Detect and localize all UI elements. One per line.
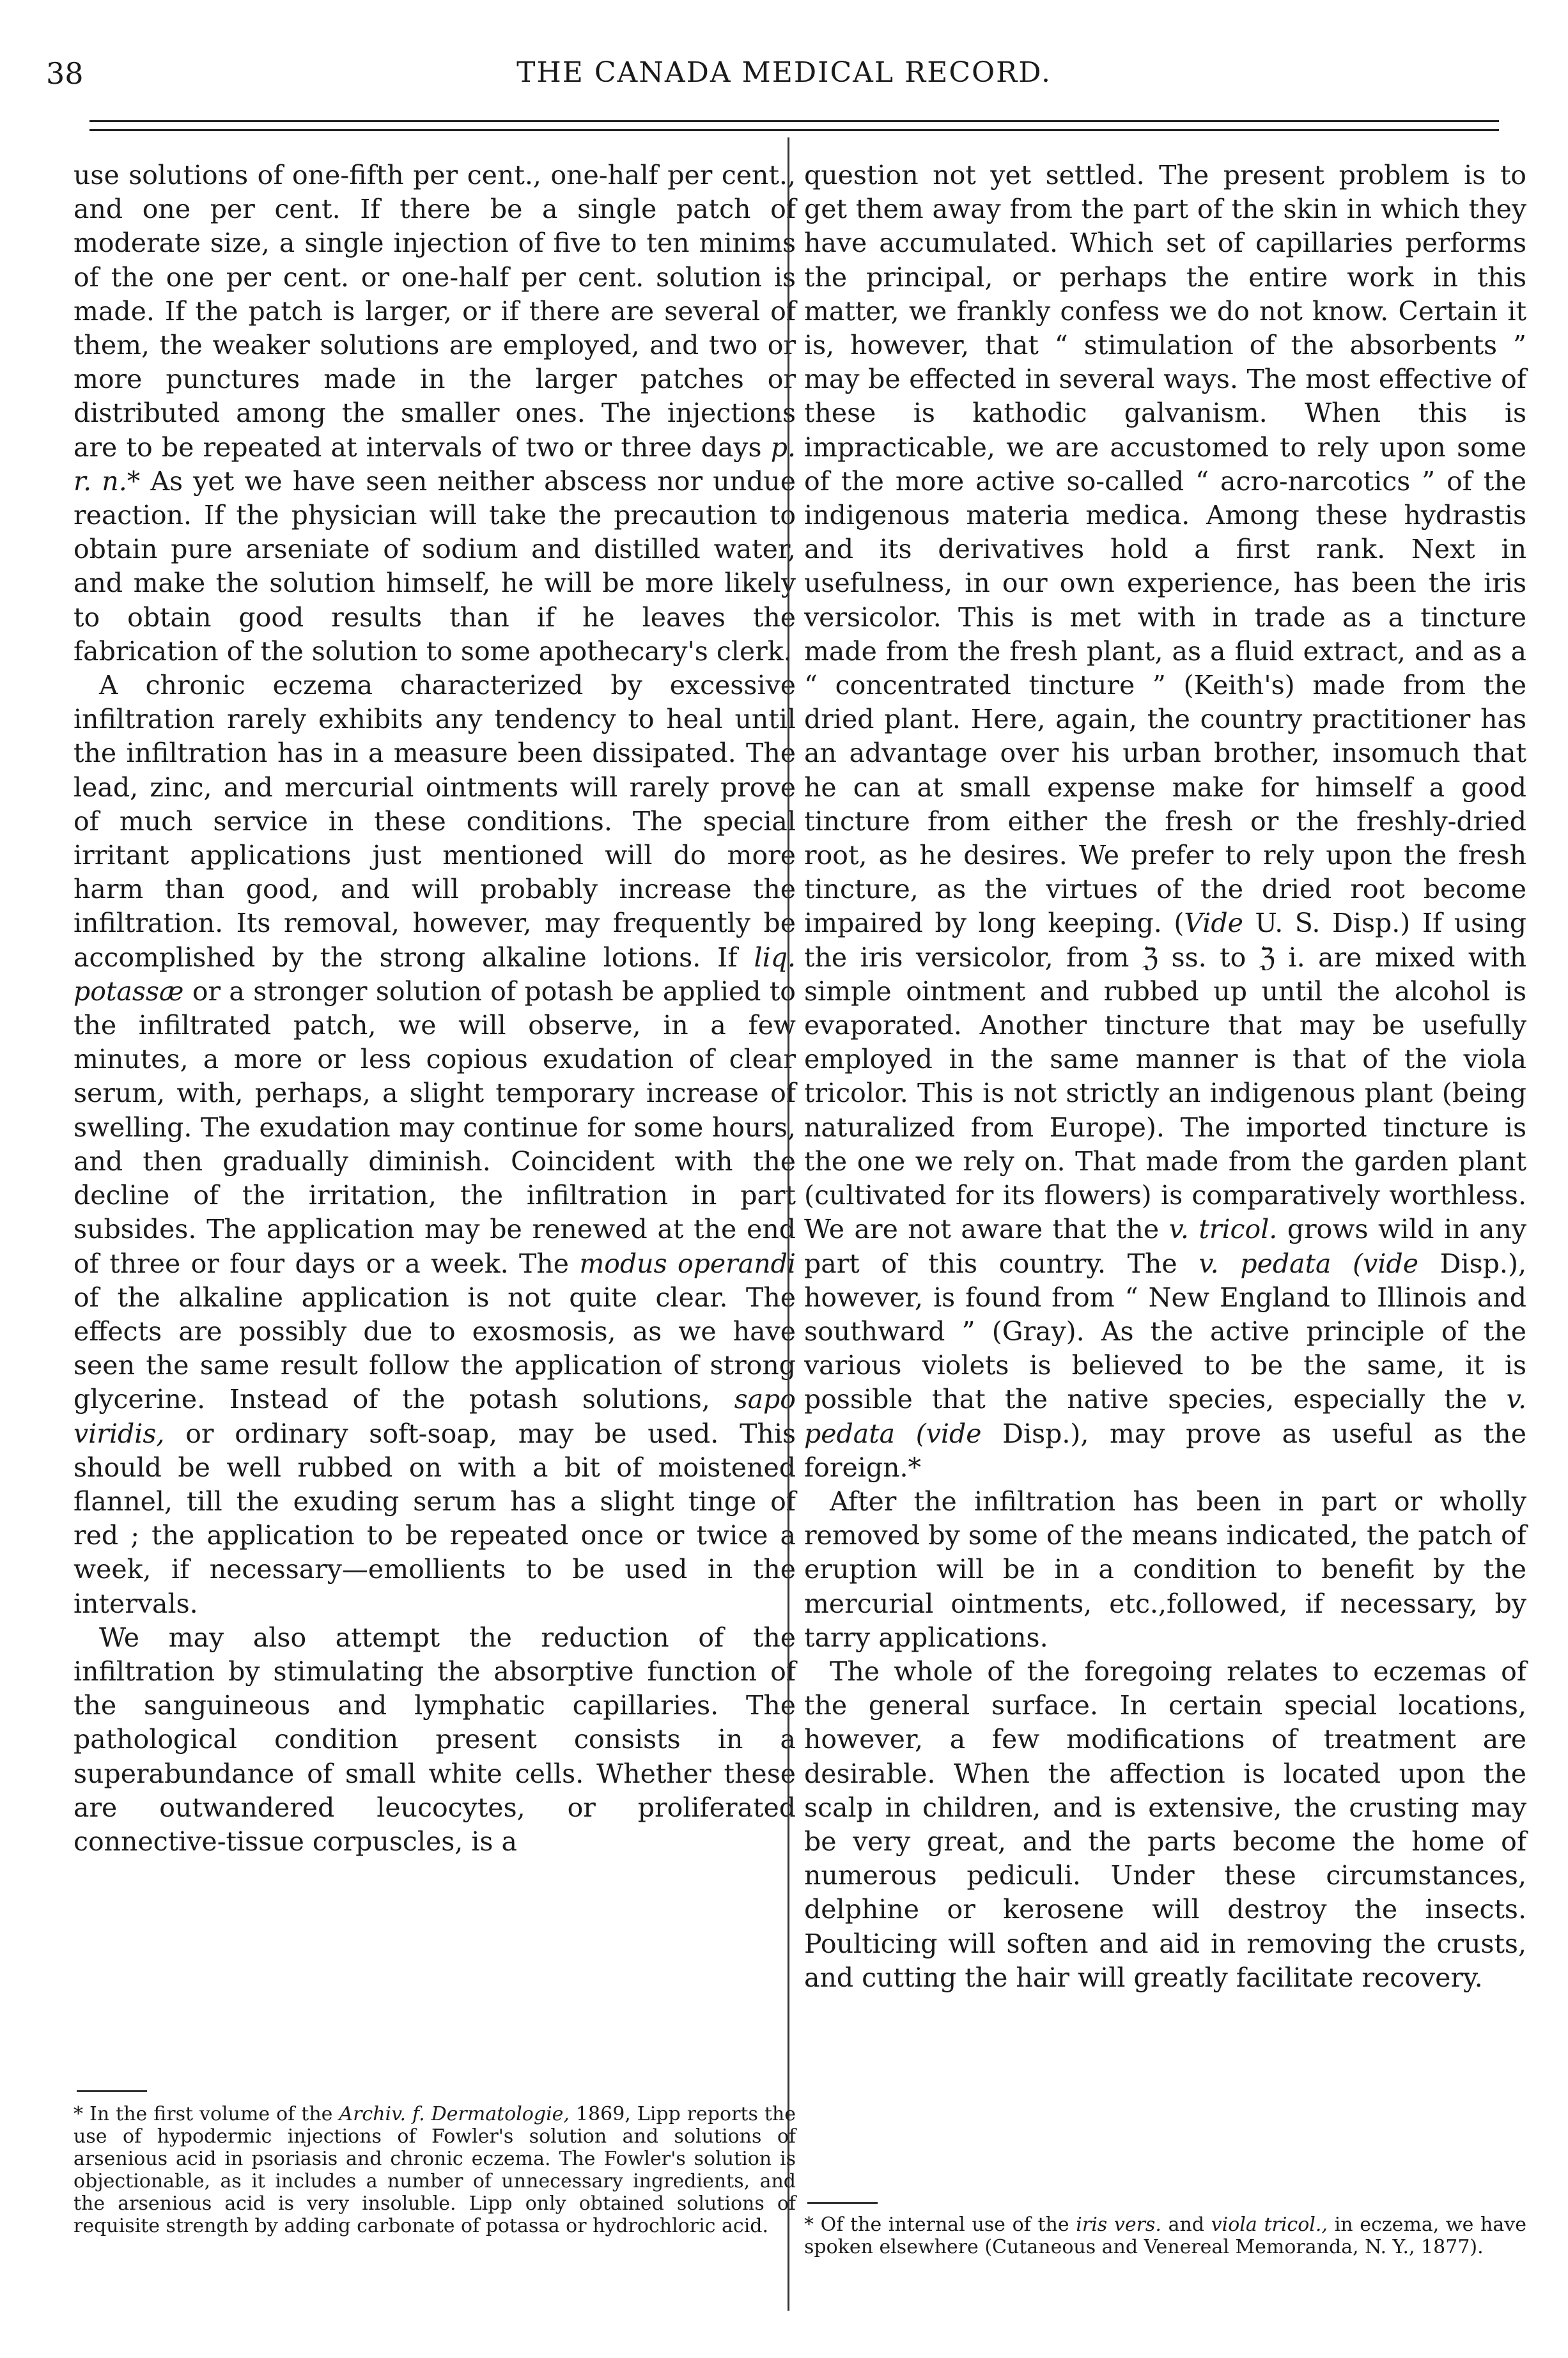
footnote-rule — [807, 2202, 878, 2204]
text-run: of the alkaline application is not quite clear. The effects are possibly due to exosmosis, as we have seen the same result follow the application of strong glycerine. Instead of the potash solutions, — [74, 1282, 796, 1415]
text-run: Disp.), may prove as useful as the foreign.* — [804, 1418, 1526, 1483]
header-rule-bottom — [89, 129, 1499, 131]
italic-text: p. r. n.* — [74, 431, 796, 497]
text-run: grows wild in any part of this country. The — [804, 1214, 1526, 1279]
italic-text: v. tricol. — [1168, 1214, 1278, 1245]
italic-text: modus operandi — [579, 1248, 796, 1279]
italic-text: iris vers. — [1076, 2214, 1161, 2236]
text-run: and — [1168, 2214, 1204, 2236]
left-column — [74, 159, 796, 1859]
text-run: or a stronger solution of potash be applied to the infiltrated patch, we will observe, in a few minutes, a more or less copious exudation of clear serum, with, perhaps, a slight temporary increase of swelling. The exudation may continue for some hours, and then gradually diminish. Coincident with the decline of the irritation, the infiltration in part subsides. The application may be renewed at the end of three or four days or a week. The — [74, 975, 796, 1279]
paragraph — [804, 159, 1526, 1485]
page-number: 38 — [46, 56, 84, 91]
text-run: in eczema, we have spoken elsewhere (Cutaneous and Venereal Memoranda, N. Y., 1877). — [804, 2214, 1526, 2258]
header-rule-top — [89, 120, 1499, 122]
italic-text: Vide — [1184, 908, 1243, 939]
footnote-left — [74, 2103, 796, 2237]
text-run: U. S. Disp.) If using the iris versicolor, from ℨ ss. to ℨ i. are mixed with simple ointment and rubbed up until the alcohol is evaporated. Another tincture that may be usefully employed in the same manner is that of the viola tricolor. This is not strictly an indigenous plant (being naturalized from Europe). The imported tincture is the one we rely on. That made from the garden plant (cultivated for its flowers) is comparatively worthless. We are not aware that the — [804, 908, 1526, 1245]
text-run: A chronic eczema characterized by excessive infiltration rarely exhibits any tendency to heal until the infiltration has in a measure been dissipated. The lead, zinc, and mercurial ointments will rarely prove of much service in these conditions. The special irritant applications just mentioned will do more harm than good, and will probably increase the infiltration. Its removal, however, may frequently be accomplished by the strong alkaline lotions. If — [74, 670, 796, 973]
footnote-right — [804, 2214, 1526, 2258]
paragraph — [74, 669, 796, 1621]
running-title: THE CANADA MEDICAL RECORD. — [516, 56, 1052, 89]
paragraph: The whole of the foregoing relates to eczemas of the general surface. In certain special locations, however, a few modifications of treatment are desirable. When the affection is located upon the scalp in children, and is extensive, the crusting may be very great, and the parts become the home of numerous pediculi. Under these circumstances, delphine or kerosene will destroy the insects. Poulticing will soften and aid in removing the crusts, and cutting the hair will greatly facilitate recovery. — [804, 1656, 1526, 1993]
italic-text: liq. potassæ — [74, 942, 796, 1007]
text-run: As yet we have seen neither abscess nor undue reaction. If the physician will take the precaution to obtain pure arseniate of sodium and distilled water, and make the solution himself, he will be more likely to obtain good results than if he leaves the fabrication of the solution to some apothecary's clerk. — [74, 465, 796, 667]
right-column — [804, 159, 1526, 1995]
text-run: * Of the internal use of the — [804, 2214, 1069, 2236]
italic-text: v. pedata (vide — [1199, 1248, 1418, 1279]
paragraph: We may also attempt the reduction of the infiltration by stimulating the absorptive function of the sanguineous and lymphatic capillaries. The pathological condition present consists in a superabundance of small white cells. Whether these are outwandered leucocytes, or proliferated connective-tissue corpuscles, is a — [74, 1622, 796, 1857]
italic-text: v. pedata (vide — [804, 1384, 1526, 1449]
footnote-rule — [77, 2090, 147, 2092]
italic-text: viola tricol., — [1211, 2214, 1328, 2236]
text-run: * In the first volume of the — [74, 2103, 333, 2125]
text-run: use solutions of one-fifth per cent., one-half per cent., and one per cent. If there be a single patch of moderate size, a single injection of five to ten minims of the one per cent. or one-half per cent. solution is made. If the patch is larger, or if there are several of them, the weaker solutions are employed, and two or more punctures made in the larger patches or distributed among the smaller ones. The injections are to be repeated at intervals of two or three days — [74, 160, 796, 463]
column-divider — [788, 137, 789, 2311]
paragraph — [74, 159, 796, 669]
text-run: Disp.), however, is found from “ New England to Illinois and southward ” (Gray). As the active principle of the various violets is believed to be the same, it is possible that the native species, especially the — [804, 1248, 1526, 1415]
text-run: or ordinary soft-soap, may be used. This should be well rubbed on with a bit of moistened flannel, till the exuding serum has a slight tinge of red ; the application to be repeated once or twice a week, if necessary—emollients to be used in the intervals. — [74, 1418, 796, 1619]
italic-text: Archiv. f. Dermatologie, — [339, 2103, 570, 2125]
italic-text: sapo viridis, — [74, 1384, 796, 1449]
text-run: question not yet settled. The present problem is to get them away from the part of the skin in which they have accumulated. Which set of capillaries performs the principal, or perhaps the entire work in this matter, we frankly confess we do not know. Certain it is, however, that “ stimulation of the absorbents ” may be effected in several ways. The most effective of these is kathodic galvanism. When this is impracticable, we are accustomed to rely upon some of the more active so-called “ acro-narcotics ” of the indigenous materia medica. Among these hydrastis and its derivatives hold a first rank. Next in usefulness, in our own experience, has been the iris versicolor. This is met with in trade as a tincture made from the fresh plant, as a fluid extract, and as a “ concentrated tincture ” (Keith's) made from the dried plant. Here, again, the country practitioner has an advantage over his urban brother, insomuch that he can at small expense make for himself a good tincture from either the fresh or the freshly-dried root, as he desires. We prefer to rely upon the fresh tincture, as the virtues of the dried root become impaired by long keeping. ( — [804, 160, 1526, 939]
paragraph: After the infiltration has been in part or wholly removed by some of the means indicated, the patch of eruption will be in a condition to benefit by the mercurial ointments, etc.,followed, if necessary, by tarry applications. — [804, 1485, 1526, 1653]
text-run: 1869, Lipp reports the use of hypodermic injections of Fowler's solution and solutions of arsenious acid in psoriasis and chronic eczema. The Fowler's solution is objectionable, as it includes a number of unnecessary ingredients, and the arsenious acid is very insoluble. Lipp only obtained solutions of requisite strength by adding carbonate of potassa or hydrochloric acid. — [74, 2103, 796, 2237]
